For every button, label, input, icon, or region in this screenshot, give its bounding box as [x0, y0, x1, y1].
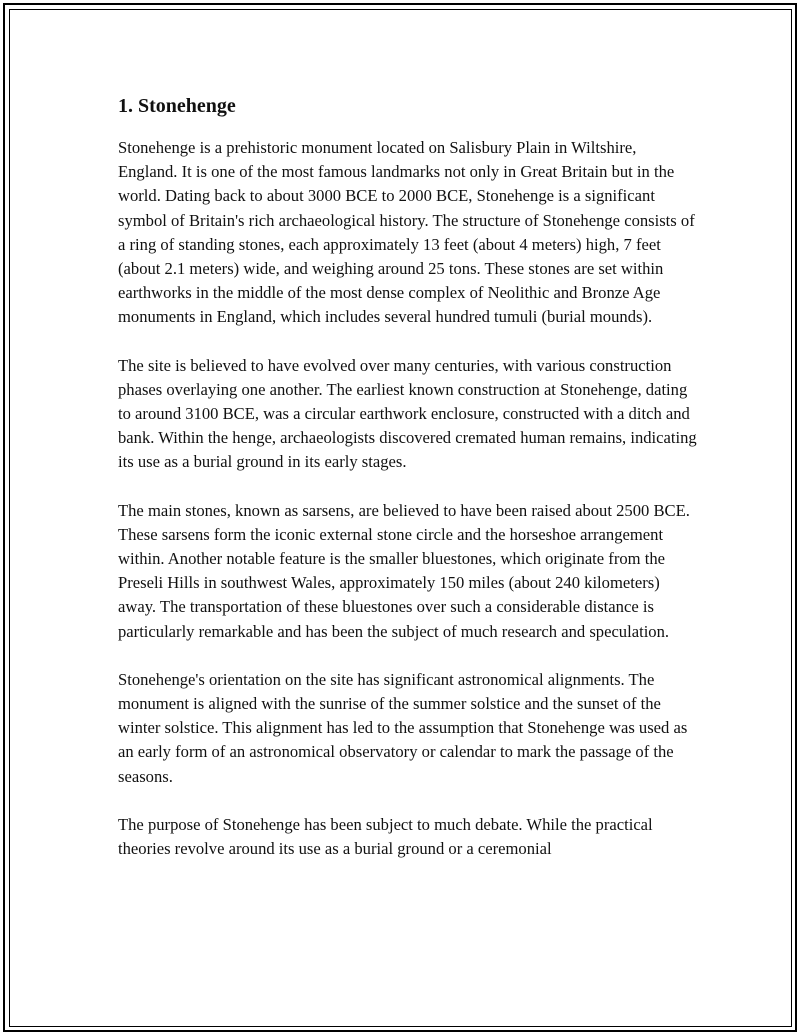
paragraph-2: The site is believed to have evolved over many centuries, with various construction phases overlaying one another. The earliest known construction at Stonehenge, dating to around 3100 BCE, was a circular earthwork enclosure, constructed with a ditch and bank. Within the henge, archaeologists discovered cremated human remains, indicating its use as a burial ground in its early stages.: [118, 355, 697, 472]
section-heading: 1. Stonehenge: [118, 95, 236, 117]
paragraph-1: Stonehenge is a prehistoric monument located on Salisbury Plain in Wiltshire, England. It is one of the most famous landmarks not only in Great Britain but in the world. Dating back to about 3000 BCE to 2000 BCE, Stonehenge is a significant symbol of Britain's rich archaeological history. The structure of Stonehenge consists of a ring of standing stones, each approximately 13 feet (about 4 meters) high, 7 feet (about 2.1 meters) wide, and weighing around 25 tons. These stones are set within earthworks in the middle of the most dense complex of Neolithic and Bronze Age monuments in England, which includes several hundred tumuli (burial mounds).: [118, 138, 695, 327]
paragraph-4: Stonehenge's orientation on the site has significant astronomical alignments. The monument is aligned with the sunrise of the summer solstice and the sunset of the winter solstice. This alignment has led to the assumption that Stonehenge was used as an early form of an astronomical observatory or calendar to mark the passage of the seasons.: [118, 669, 688, 786]
paragraph-5: The purpose of Stonehenge has been subject to much debate. While the practical theories revolve around its use as a burial ground or a ceremonial: [118, 814, 653, 859]
document-body: [118, 92, 698, 885]
paragraph-3: The main stones, known as sarsens, are believed to have been raised about 2500 BCE. These sarsens form the iconic external stone circle and the horseshoe arrangement within. Another notable feature is the smaller bluestones, which originate from the Preseli Hills in southwest Wales, approximately 150 miles (about 240 kilometers) away. The transportation of these bluestones over such a considerable distance is particularly remarkable and has been the subject of much research and speculation.: [118, 500, 690, 641]
